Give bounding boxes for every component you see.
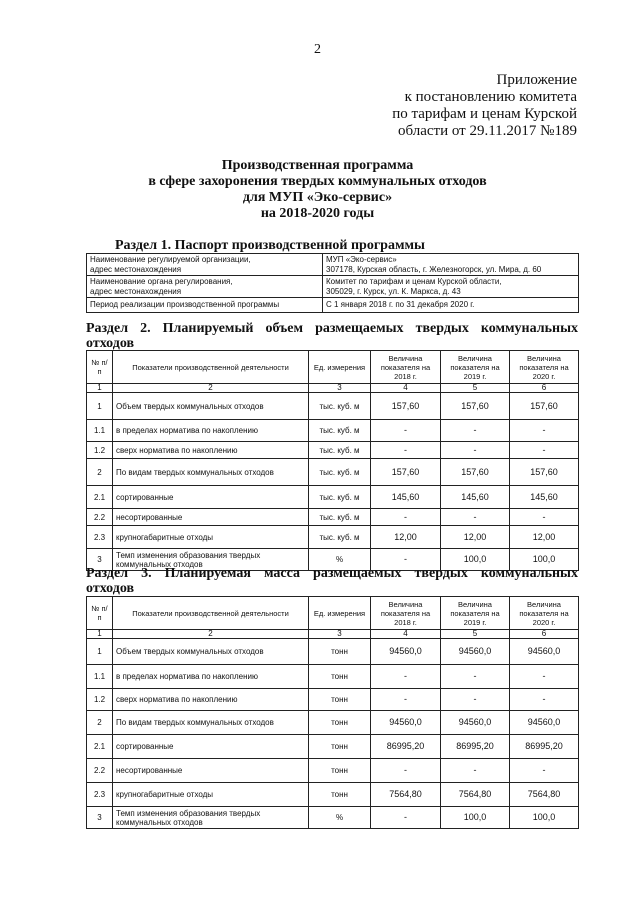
column-index: 1 (87, 630, 113, 639)
row-value-2019: 7564,80 (441, 783, 510, 807)
row-value-2018: - (371, 759, 441, 783)
table-row (87, 420, 579, 442)
row-unit: тонн (309, 759, 371, 783)
row-num: 1.2 (87, 442, 113, 459)
row-indicator: Темп изменения образования твердых коммунальных отходов (113, 549, 309, 571)
table-row (87, 735, 579, 759)
row-indicator: Темп изменения образования твердых коммунальных отходов (113, 807, 309, 829)
row-value-2020: - (510, 442, 579, 459)
header-2020: Величина показателя на 2020 г. (510, 351, 579, 384)
header-unit: Ед. измерения (309, 351, 371, 384)
section2-heading (86, 321, 578, 351)
table-row (87, 442, 579, 459)
row-indicator: крупногабаритные отходы (113, 526, 309, 549)
row-value-2019: - (441, 509, 510, 526)
row-indicator: сортированные (113, 735, 309, 759)
row-value-2019: 94560,0 (441, 639, 510, 665)
table-row (87, 689, 579, 711)
header-2019: Величина показателя на 2019 г. (441, 351, 510, 384)
table-row (87, 639, 579, 665)
passport-label: Период реализации производственной программы (87, 298, 323, 313)
row-indicator: крупногабаритные отходы (113, 783, 309, 807)
section3-heading (86, 566, 578, 596)
row-num: 2.1 (87, 735, 113, 759)
row-unit: тонн (309, 783, 371, 807)
row-num: 2.2 (87, 759, 113, 783)
row-unit: тыс. куб. м (309, 420, 371, 442)
table-row (87, 665, 579, 689)
row-num: 2.3 (87, 783, 113, 807)
row-unit: тыс. куб. м (309, 526, 371, 549)
column-index: 3 (309, 384, 371, 393)
page-number: 2 (314, 42, 321, 57)
row-value-2019: 86995,20 (441, 735, 510, 759)
row-value-2018: - (371, 665, 441, 689)
table-row (87, 509, 579, 526)
table-header-row (87, 597, 579, 630)
row-value-2019: 100,0 (441, 549, 510, 571)
header-num: № п/п (87, 351, 113, 384)
row-value-2020: - (510, 689, 579, 711)
table-row (87, 759, 579, 783)
volume-table (86, 350, 579, 571)
row-indicator: Объем твердых коммунальных отходов (113, 639, 309, 665)
row-value-2020: 12,00 (510, 526, 579, 549)
row-unit: тыс. куб. м (309, 486, 371, 509)
column-index-row (87, 630, 579, 639)
header-indicator: Показатели производственной деятельности (113, 597, 309, 630)
passport-row (87, 254, 579, 276)
row-value-2019: - (441, 689, 510, 711)
row-num: 2.2 (87, 509, 113, 526)
passport-value (323, 276, 579, 298)
column-index: 2 (113, 630, 309, 639)
row-value-2020: 7564,80 (510, 783, 579, 807)
row-value-2019: - (441, 665, 510, 689)
row-num: 1 (87, 393, 113, 420)
column-index: 3 (309, 630, 371, 639)
row-value-2019: 157,60 (441, 393, 510, 420)
row-value-2018: - (371, 689, 441, 711)
passport-value (323, 254, 579, 276)
row-unit: тыс. куб. м (309, 459, 371, 486)
header-num: № п/п (87, 597, 113, 630)
section2-heading-line1: Раздел 2. Планируемый объем размещаемых твердых коммунальных (86, 321, 578, 336)
row-value-2018: 7564,80 (371, 783, 441, 807)
table-header-row (87, 351, 579, 384)
passport-row (87, 298, 579, 313)
label-line: адрес местонахождения (90, 286, 182, 296)
title-line: на 2018-2020 годы (260, 206, 375, 221)
row-num: 3 (87, 549, 113, 571)
table-row (87, 783, 579, 807)
row-value-2019: 94560,0 (441, 711, 510, 735)
label-line: адрес местонахождения (90, 264, 182, 274)
table-row (87, 486, 579, 509)
column-index: 5 (441, 384, 510, 393)
row-value-2018: 12,00 (371, 526, 441, 549)
row-num: 3 (87, 807, 113, 829)
row-value-2019: - (441, 442, 510, 459)
table-row (87, 711, 579, 735)
table-row (87, 393, 579, 420)
row-value-2019: - (441, 759, 510, 783)
section3-heading-line2: отходов (86, 581, 135, 596)
row-indicator: несортированные (113, 509, 309, 526)
header-unit: Ед. измерения (309, 597, 371, 630)
appendix-line: по тарифам и ценам Курской (392, 106, 577, 122)
row-unit: тыс. куб. м (309, 509, 371, 526)
row-unit: % (309, 807, 371, 829)
section3-heading-line1: Раздел 3. Планируемая масса размещаемых твердых коммунальных (86, 566, 578, 581)
row-value-2019: 100,0 (441, 807, 510, 829)
row-indicator: несортированные (113, 759, 309, 783)
row-value-2018: - (371, 549, 441, 571)
document-title (0, 158, 635, 222)
row-value-2019: - (441, 420, 510, 442)
value-line: Комитет по тарифам и ценам Курской области, (326, 276, 502, 286)
row-indicator: в пределах норматива по накоплению (113, 665, 309, 689)
table-row (87, 459, 579, 486)
row-value-2018: 94560,0 (371, 639, 441, 665)
column-index-row (87, 384, 579, 393)
row-unit: тонн (309, 689, 371, 711)
appendix-line: области от 29.11.2017 №189 (397, 123, 577, 139)
row-value-2018: 94560,0 (371, 711, 441, 735)
header-2019: Величина показателя на 2019 г. (441, 597, 510, 630)
row-value-2020: 100,0 (510, 549, 579, 571)
row-value-2018: 86995,20 (371, 735, 441, 759)
header-2018: Величина показателя на 2018 г. (371, 597, 441, 630)
passport-label (87, 276, 323, 298)
row-value-2020: 157,60 (510, 459, 579, 486)
value-line: 305029, г. Курск, ул. К. Маркса, д. 43 (326, 286, 461, 296)
row-value-2018: - (371, 442, 441, 459)
row-indicator: сверх норматива по накоплению (113, 442, 309, 459)
row-num: 1.2 (87, 689, 113, 711)
row-value-2020: - (510, 420, 579, 442)
row-num: 2.3 (87, 526, 113, 549)
row-unit: тонн (309, 711, 371, 735)
column-index: 4 (371, 630, 441, 639)
row-value-2020: 94560,0 (510, 711, 579, 735)
row-num: 1.1 (87, 420, 113, 442)
row-indicator: По видам твердых коммунальных отходов (113, 459, 309, 486)
column-index: 2 (113, 384, 309, 393)
row-value-2020: - (510, 509, 579, 526)
row-value-2020: 94560,0 (510, 639, 579, 665)
row-value-2020: 145,60 (510, 486, 579, 509)
label-line: Наименование регулируемой организации, (90, 254, 251, 264)
row-value-2020: - (510, 759, 579, 783)
title-line: для МУП «Эко-сервис» (242, 190, 393, 205)
title-line: в сфере захоронения твердых коммунальных отходов (148, 174, 487, 189)
value-line: 307178, Курская область, г. Железногорск, ул. Мира, д. 60 (326, 264, 542, 274)
row-value-2020: 100,0 (510, 807, 579, 829)
row-unit: тыс. куб. м (309, 442, 371, 459)
row-indicator: сортированные (113, 486, 309, 509)
row-indicator: сверх норматива по накоплению (113, 689, 309, 711)
column-index: 5 (441, 630, 510, 639)
column-index: 1 (87, 384, 113, 393)
table-row (87, 526, 579, 549)
row-unit: тыс. куб. м (309, 393, 371, 420)
row-num: 2 (87, 711, 113, 735)
row-value-2018: - (371, 807, 441, 829)
row-indicator: Объем твердых коммунальных отходов (113, 393, 309, 420)
section2-heading-line2: отходов (86, 336, 135, 351)
appendix-block (392, 72, 577, 140)
column-index: 4 (371, 384, 441, 393)
column-index: 6 (510, 384, 579, 393)
row-value-2018: 157,60 (371, 459, 441, 486)
title-line: Производственная программа (221, 158, 414, 173)
value-line: МУП «Эко-сервис» (326, 254, 397, 264)
section1-heading: Раздел 1. Паспорт производственной программы (115, 238, 425, 253)
row-unit: % (309, 549, 371, 571)
passport-table (86, 253, 579, 313)
row-indicator: По видам твердых коммунальных отходов (113, 711, 309, 735)
row-value-2020: 86995,20 (510, 735, 579, 759)
row-unit: тонн (309, 665, 371, 689)
row-num: 1.1 (87, 665, 113, 689)
row-value-2018: - (371, 420, 441, 442)
row-value-2020: - (510, 665, 579, 689)
row-indicator: в пределах норматива по накоплению (113, 420, 309, 442)
row-value-2018: - (371, 509, 441, 526)
mass-table (86, 596, 579, 829)
passport-row (87, 276, 579, 298)
table-row (87, 807, 579, 829)
row-value-2019: 12,00 (441, 526, 510, 549)
row-value-2018: 145,60 (371, 486, 441, 509)
row-num: 2 (87, 459, 113, 486)
header-2020: Величина показателя на 2020 г. (510, 597, 579, 630)
row-value-2019: 157,60 (441, 459, 510, 486)
column-index: 6 (510, 630, 579, 639)
label-line: Наименование органа регулирования, (90, 276, 233, 286)
row-num: 2.1 (87, 486, 113, 509)
passport-value: С 1 января 2018 г. по 31 декабря 2020 г. (323, 298, 579, 313)
row-value-2019: 145,60 (441, 486, 510, 509)
header-indicator: Показатели производственной деятельности (113, 351, 309, 384)
row-value-2020: 157,60 (510, 393, 579, 420)
appendix-line: к постановлению комитета (404, 89, 577, 105)
row-unit: тонн (309, 735, 371, 759)
row-num: 1 (87, 639, 113, 665)
passport-label (87, 254, 323, 276)
row-value-2018: 157,60 (371, 393, 441, 420)
appendix-line: Приложение (496, 72, 577, 88)
header-2018: Величина показателя на 2018 г. (371, 351, 441, 384)
row-unit: тонн (309, 639, 371, 665)
